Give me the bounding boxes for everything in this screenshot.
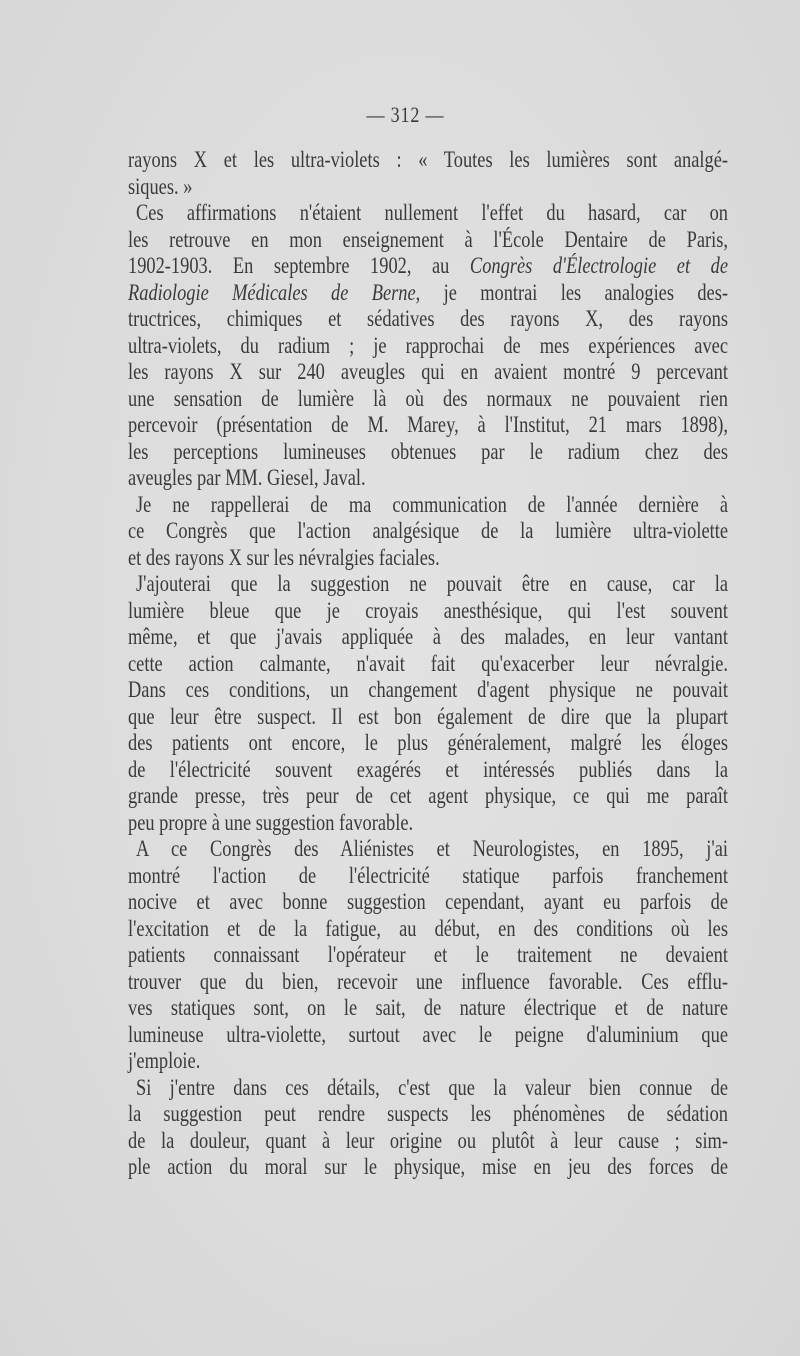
text-line: A ce Congrès des Aliénistes et Neurologistes, en 1895, j'ai — [136, 836, 728, 861]
text-line: nocive et avec bonne suggestion cependant, ayant eu parfois de — [128, 889, 728, 914]
text-line: j'emploie. — [128, 1048, 201, 1073]
text-line: l'excitation et de la fatigue, au début, en des conditions où les — [128, 915, 728, 941]
text-line: Dans ces conditions, un changement d'agent physique ne pouvait — [128, 677, 728, 702]
italic-title-run: Congrès d'Électrologie et de — [469, 253, 728, 278]
text-line: ultra-violets, du radium ; je rapprochai de mes expériences avec — [128, 332, 728, 358]
text-line: aveugles par MM. Giesel, Javal. — [128, 465, 366, 490]
text-line: les retrouve en mon enseignement à l'École Dentaire de Paris, — [128, 226, 728, 252]
text-run: , je montrai les analogies des- — [415, 279, 728, 305]
text-line: des patients ont encore, le plus généralement, malgré les éloges — [128, 730, 728, 755]
text-line: lumineuse ultra-violette, surtout avec le peigne d'aluminium que — [128, 1021, 728, 1047]
text-line: rayons X et les ultra-violets : « Toutes les lumières sont analgé- — [128, 147, 728, 172]
text-line: que leur être suspect. Il est bon également de dire que la plupart — [128, 703, 728, 729]
text-line: de la douleur, quant à leur origine ou plutôt à leur cause ; sim- — [128, 1127, 728, 1153]
text-run: 1902-1903. En septembre 1902, au — [128, 253, 470, 278]
text-line: Si j'entre dans ces détails, c'est que la valeur bien connue de — [136, 1074, 728, 1100]
text-line: même, et que j'avais appliquée à des malades, en leur vantant — [128, 624, 728, 649]
page-number: — 312 — — [366, 102, 445, 127]
text-line: percevoir (présentation de M. Marey, à l'Institut, 21 mars 1898), — [128, 412, 728, 437]
text-line — [128, 280, 728, 306]
text-line: patients connaissant l'opérateur et le traitement ne devaient — [128, 942, 728, 967]
text-line: Ces affirmations n'étaient nullement l'effet du hasard, car on — [136, 200, 728, 225]
text-line: grande presse, très peur de cet agent physique, ce qui me paraît — [128, 783, 728, 808]
text-line: lumière bleue que je croyais anesthésique, qui l'est souvent — [128, 597, 728, 623]
text-line: les rayons X sur 240 aveugles qui en avaient montré 9 percevant — [128, 359, 728, 384]
text-line: siques. » — [128, 173, 193, 199]
text-line: cette action calmante, n'avait fait qu'exacerber leur névralgie. — [128, 650, 728, 676]
text-line: Je ne rappellerai de ma communication de l'année dernière à — [136, 491, 728, 517]
text-line: les perceptions lumineuses obtenues par le radium chez des — [128, 438, 728, 464]
text-line: ce Congrès que l'action analgésique de la lumière ultra-violette — [128, 518, 728, 543]
text-line: montré l'action de l'électricité statique parfois franchement — [128, 862, 728, 888]
text-line: la suggestion peut rendre suspects les phénomènes de sédation — [128, 1101, 728, 1126]
text-line: et des rayons X sur les névralgies faciales. — [128, 544, 440, 570]
text-line: ves statiques sont, on le sait, de nature électrique et de nature — [128, 995, 728, 1020]
text-line: de l'électricité souvent exagérés et intéressés publiés dans la — [128, 756, 728, 782]
text-line: peu propre à une suggestion favorable. — [128, 809, 414, 835]
text-line — [128, 253, 728, 279]
text-line: tructrices, chimiques et sédatives des rayons X, des rayons — [128, 306, 728, 331]
italic-title-run: Radiologie Médicales de Berne — [128, 279, 416, 305]
text-line: trouver que du bien, recevoir une influence favorable. Ces efflu- — [128, 968, 728, 994]
text-line: ple action du moral sur le physique, mise en jeu des forces de — [128, 1154, 728, 1179]
text-line: une sensation de lumière là où des normaux ne pouvaient rien — [128, 385, 728, 411]
text-line: J'ajouterai que la suggestion ne pouvait être en cause, car la — [136, 571, 728, 596]
